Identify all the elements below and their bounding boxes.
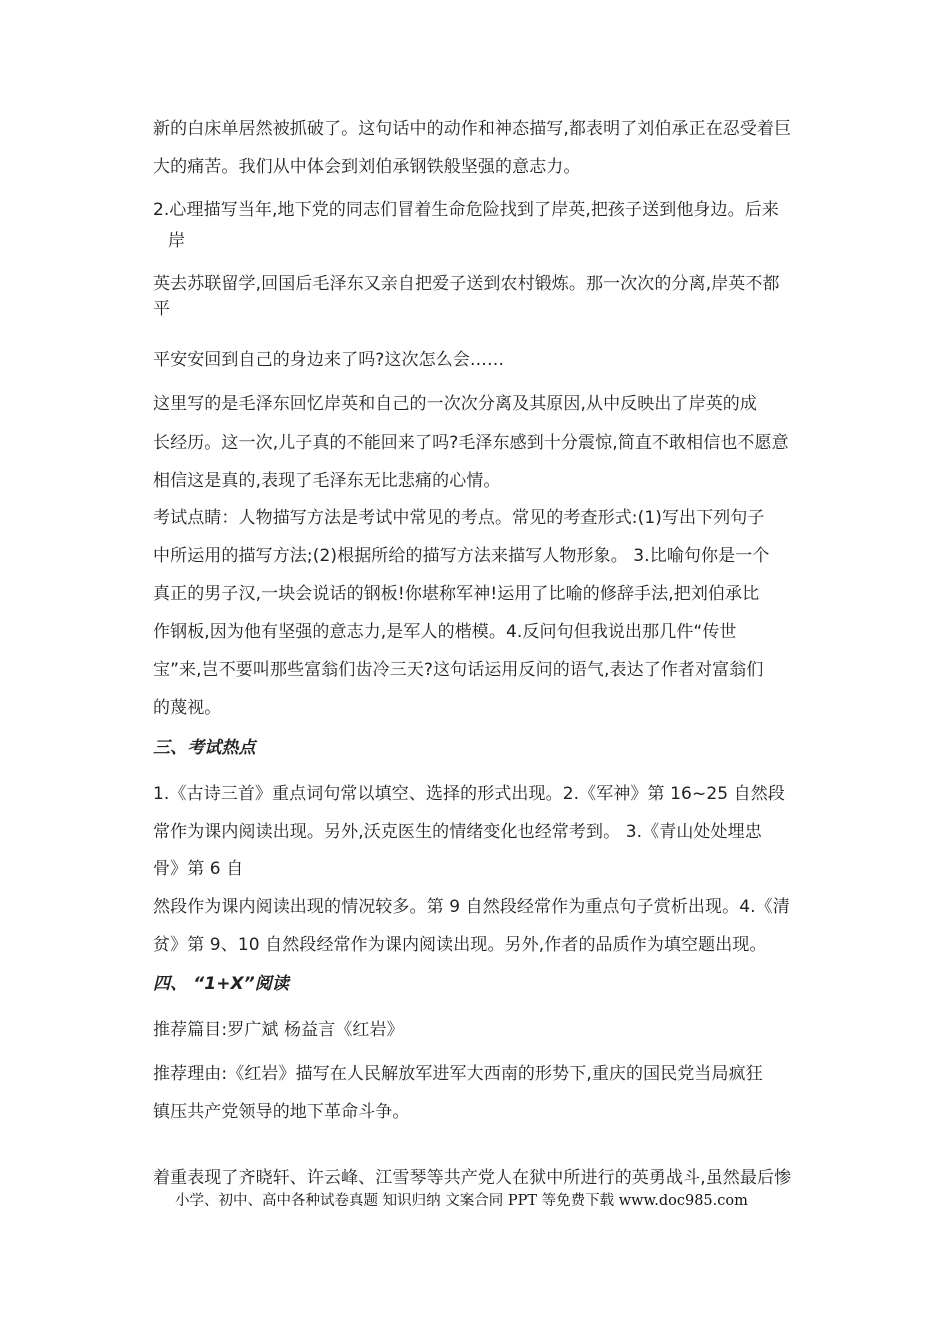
- text-line: 新的白床单居然被抓破了。这句话中的动作和神态描写,都表明了刘伯承正在忍受着巨: [153, 119, 792, 139]
- text-line: 考试点睛：人物描写方法是考试中常见的考点。常见的考查形式:(1)写出下列句子: [153, 508, 765, 528]
- text-line: 平安安回到自己的身边来了吗?这次怎么会……: [153, 350, 505, 370]
- text-line: 着重表现了齐晓轩、许云峰、江雪琴等共产党人在狱中所进行的英勇战斗,虽然最后惨: [153, 1168, 792, 1188]
- text-line: 大的痛苦。我们从中体会到刘伯承钢铁般坚强的意志力。: [153, 157, 581, 177]
- text-line: 推荐理由:《红岩》描写在人民解放军进军大西南的形势下,重庆的国民党当局疯狂: [153, 1064, 763, 1084]
- text-line: 然段作为课内阅读出现的情况较多。第 9 自然段经常作为重点句子赏析出现。4.《清: [153, 897, 790, 917]
- text-line: 2.心理描写当年,地下党的同志们冒着生命危险找到了岸英,把孩子送到他身边。后来: [153, 200, 779, 220]
- text-line: 常作为课内阅读出现。另外,沃克医生的情绪变化也经常考到。 3.《青山处处埋忠: [153, 822, 762, 842]
- section-heading: 四、 “1+X”阅读: [153, 974, 289, 994]
- text-line: 英去苏联留学,回国后毛泽东又亲自把爱子送到农村锻炼。那一次次的分离,岸英不都: [153, 274, 780, 294]
- text-line: 长经历。这一次,儿子真的不能回来了吗?毛泽东感到十分震惊,简直不敢相信也不愿意: [153, 433, 789, 453]
- page-footer: 小学、初中、高中各种试卷真题 知识归纳 文案合同 PPT 等免费下载 www.doc985.com: [175, 1193, 748, 1209]
- text-line: 相信这是真的,表现了毛泽东无比悲痛的心情。: [153, 471, 501, 491]
- section-heading: 三、考试热点: [153, 738, 256, 758]
- text-line: 作钢板,因为他有坚强的意志力,是军人的楷模。4.反问句但我说出那几件“传世: [153, 622, 737, 642]
- text-line: 的蔑视。: [153, 698, 222, 718]
- text-line: 真正的男子汉,一块会说话的钢板!你堪称军神!运用了比喻的修辞手法,把刘伯承比: [153, 584, 760, 604]
- text-line: 平: [153, 299, 171, 319]
- text-line: 中所运用的描写方法;(2)根据所给的描写方法来描写人物形象。 3.比喻句你是一个: [153, 546, 770, 566]
- text-line: 镇压共产党领导的地下革命斗争。: [153, 1102, 410, 1122]
- text-line: 岸: [168, 231, 186, 251]
- text-line: 1.《古诗三首》重点词句常以填空、选择的形式出现。2.《军神》第 16~25 自然段: [153, 784, 785, 804]
- text-line: 骨》第 6 自: [153, 859, 244, 879]
- text-line: 这里写的是毛泽东回忆岸英和自己的一次次分离及其原因,从中反映出了岸英的成: [153, 394, 758, 414]
- text-line: 宝”来,岂不要叫那些富翁们齿冷三天?这句话运用反问的语气,表达了作者对富翁们: [153, 660, 764, 680]
- text-line: 推荐篇目:罗广斌 杨益言《红岩》: [153, 1020, 404, 1040]
- text-line: 贫》第 9、10 自然段经常作为课内阅读出现。另外,作者的品质作为填空题出现。: [153, 935, 767, 955]
